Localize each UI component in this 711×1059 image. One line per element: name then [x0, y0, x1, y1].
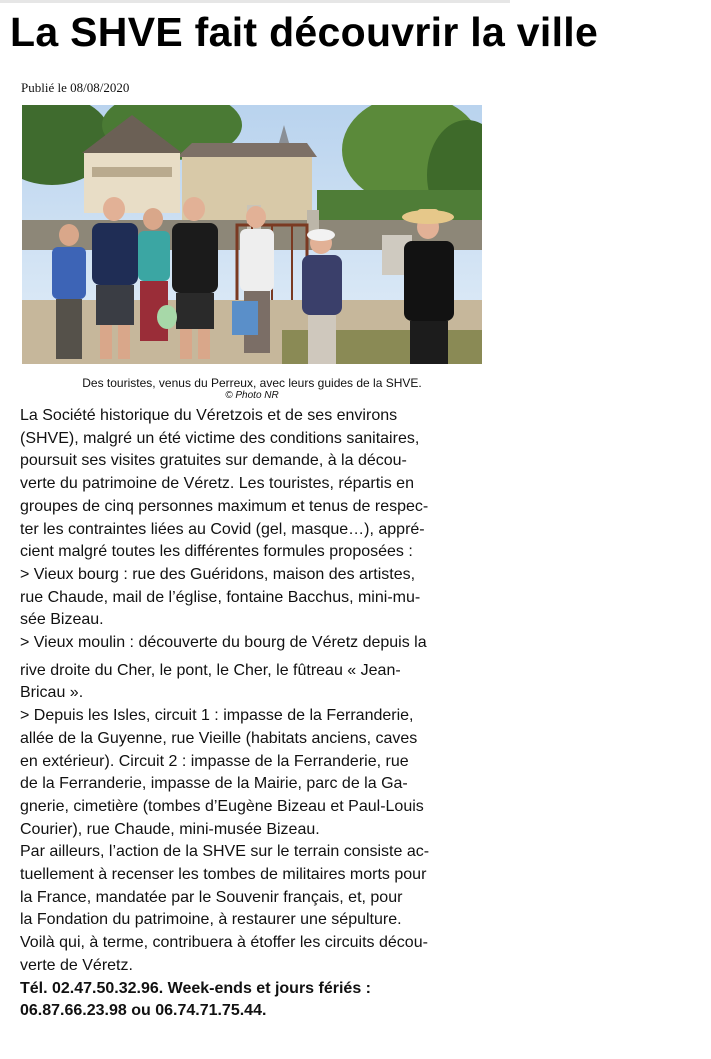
body-line: La Société historique du Véretzois et de ses environs: [20, 407, 398, 424]
body-line: ter les contraintes liées au Covid (gel, masque…), appré-: [20, 520, 425, 538]
body-line: groupes de cinq personnes maximum et tenus de respec-: [20, 497, 429, 515]
body-line: rue Chaude, mail de l’église, fontaine Bacchus, mini-mu-: [20, 588, 421, 606]
article-photo: [22, 105, 482, 364]
body-line: (SHVE), malgré un été victime des conditions sanitaires,: [20, 429, 420, 447]
body-line: la France, mandatée par le Souvenir français, et, pour: [20, 888, 403, 906]
publication-date: Publié le 08/08/2020: [21, 80, 130, 95]
body-line: verte du patrimoine de Véretz. Les touristes, répartis en: [20, 475, 414, 493]
contact-phone: Tél. 02.47.50.32.96. Week-ends et jours fériés :: [20, 979, 371, 997]
photo-credit: © Photo NR: [225, 390, 279, 401]
body-line: > Vieux bourg : rue des Guéridons, maison des artistes,: [20, 565, 416, 583]
body-line: Par ailleurs, l’action de la SHVE sur le terrain consiste ac-: [20, 843, 430, 861]
body-line: de la Ferranderie, impasse de la Mairie, parc de la Ga-: [20, 775, 408, 793]
body-line: cient malgré toutes les différentes formules proposées :: [20, 543, 413, 561]
body-line: Voilà qui, à terme, contribuera à étoffer les circuits décou-: [20, 934, 428, 952]
body-line: en extérieur). Circuit 2 : impasse de la Ferranderie, rue: [20, 752, 409, 770]
top-rule: [0, 0, 510, 3]
body-line: gnerie, cimetière (tombes d’Eugène Bizeau et Paul-Louis: [20, 797, 424, 815]
body-line: tuellement à recenser les tombes de militaires morts pour: [20, 866, 427, 884]
body-line: allée de la Guyenne, rue Vieille (habitats anciens, caves: [20, 729, 418, 747]
body-line: la Fondation du patrimoine, à restaurer une sépulture.: [20, 911, 402, 929]
body-line: poursuit ses visites gratuites sur demande, à la décou-: [20, 452, 407, 470]
body-line: Courier), rue Chaude, mini-musée Bizeau.: [20, 820, 320, 838]
body-line: > Vieux moulin : découverte du bourg de Véretz depuis la: [20, 634, 427, 652]
article-body: [20, 405, 486, 1023]
photo-caption: Des touristes, venus du Perreux, avec leurs guides de la SHVE.: [82, 376, 422, 390]
body-line: sée Bizeau.: [20, 611, 104, 629]
body-line: verte de Véretz.: [20, 956, 133, 974]
contact-phone-weekend: 06.87.66.23.98 ou 06.74.71.75.44.: [20, 1002, 267, 1020]
article-title: La SHVE fait découvrir la ville: [10, 9, 599, 55]
body-line: rive droite du Cher, le pont, le Cher, le fûtreau « Jean-: [20, 661, 401, 679]
body-line: > Depuis les Isles, circuit 1 : impasse de la Ferranderie,: [20, 707, 414, 725]
body-line: Bricau ».: [20, 684, 84, 702]
